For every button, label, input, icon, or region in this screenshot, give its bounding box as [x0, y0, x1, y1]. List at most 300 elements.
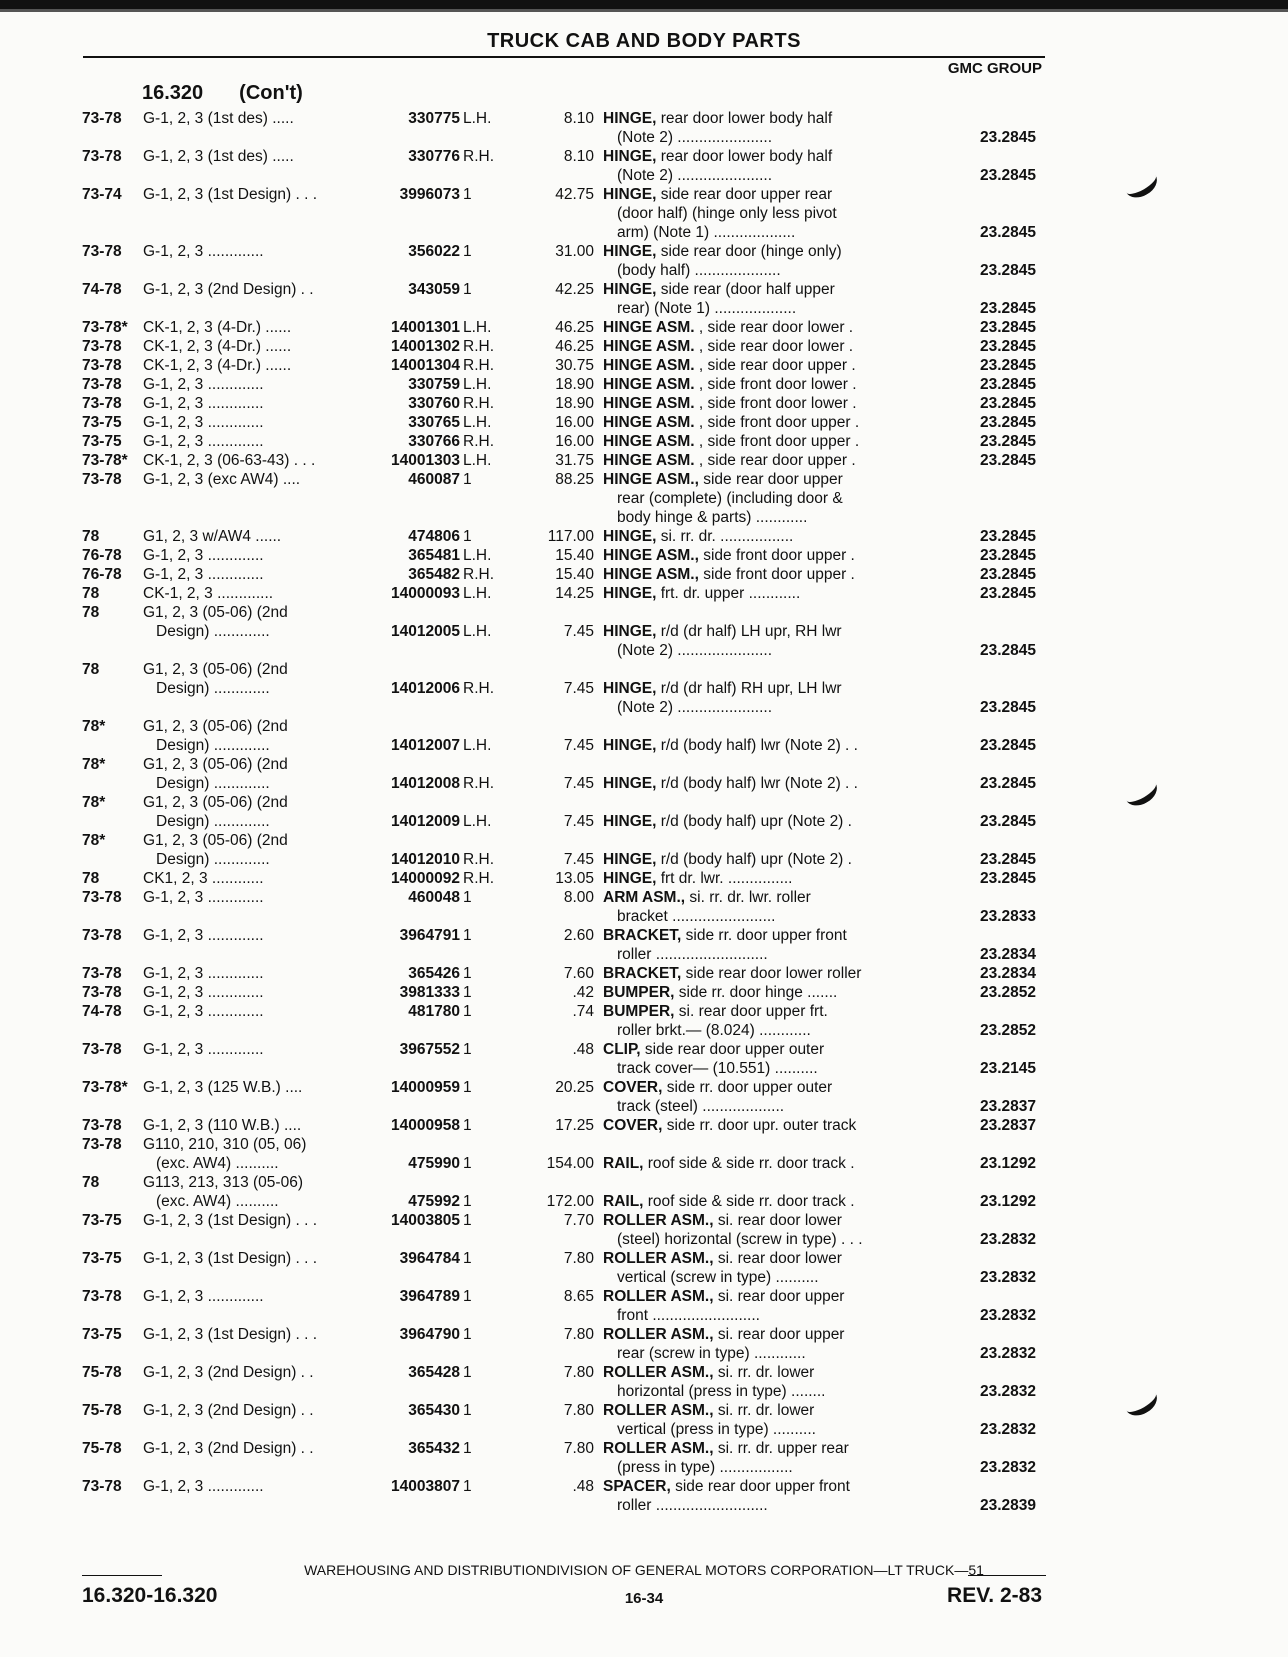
quantity: L.H. [463, 319, 492, 336]
model-application: G-1, 2, 3 ............. [143, 433, 264, 450]
model-year: 73-75 [82, 1326, 122, 1343]
binder-hole-mark [1120, 1383, 1161, 1421]
description-line: HINGE, r/d (dr half) RH upr, LH lwr [603, 680, 842, 697]
part-description [603, 1325, 925, 1363]
list-price: 172.00 [546, 1193, 594, 1210]
model-application-cont: Design) ............. [156, 680, 270, 697]
list-price: 7.80 [563, 1326, 594, 1343]
model-application: G-1, 2, 3 ............. [143, 889, 264, 906]
list-price: 30.75 [555, 357, 594, 374]
model-year: 73-78 [82, 1136, 122, 1153]
description-line: HINGE ASM., side front door upper . [603, 547, 855, 564]
quantity: 1 [463, 1117, 472, 1134]
model-application: G-1, 2, 3 (1st des) ..... [143, 110, 294, 127]
model-application: G-1, 2, 3 (1st Design) . . . [143, 186, 318, 203]
part-description [603, 869, 925, 888]
model-application: CK-1, 2, 3 ............. [143, 585, 274, 602]
quantity: 1 [463, 1364, 472, 1381]
description-line: BUMPER, side rr. door hinge ....... [603, 984, 838, 1001]
quantity: R.H. [463, 433, 494, 450]
group-number: 23.2845 [979, 376, 1036, 393]
list-price: 16.00 [555, 433, 594, 450]
quantity: L.H. [463, 547, 492, 564]
part-description [603, 413, 925, 432]
part-number: 330776 [408, 148, 460, 165]
list-price: 8.10 [563, 110, 594, 127]
description-line: body hinge & parts) ............ [617, 509, 808, 526]
group-number: 23.2852 [979, 984, 1036, 1001]
description-line: (body half) .................... [617, 262, 781, 279]
description-line: RAIL, roof side & side rr. door track . [603, 1155, 855, 1172]
quantity: 1 [463, 243, 472, 260]
model-application: G-1, 2, 3 (2nd Design) . . [143, 1364, 314, 1381]
model-application: G-1, 2, 3 ............. [143, 1041, 264, 1058]
part-description [603, 280, 925, 318]
part-description [603, 451, 925, 470]
group-number: 23.2845 [979, 395, 1036, 412]
part-description [603, 546, 925, 565]
list-price: 7.45 [563, 737, 594, 754]
description-line: BRACKET, side rear door lower roller [603, 965, 862, 982]
model-year: 73-78 [82, 376, 122, 393]
list-price: 15.40 [555, 566, 594, 583]
quantity: 1 [463, 1440, 472, 1457]
group-number: 23.2834 [979, 965, 1036, 982]
part-number: 14012007 [391, 737, 460, 754]
part-description [603, 1002, 925, 1040]
model-application: G-1, 2, 3 ............. [143, 984, 264, 1001]
page-title: TRUCK CAB AND BODY PARTS [487, 30, 801, 52]
model-application: CK-1, 2, 3 (4-Dr.) ...... [143, 319, 292, 336]
group-number: 23.2845 [979, 262, 1036, 279]
group-number: 23.2845 [979, 851, 1036, 868]
part-number: 365481 [408, 547, 460, 564]
part-number: 365430 [408, 1402, 460, 1419]
part-description [603, 356, 925, 375]
quantity: 1 [463, 1326, 472, 1343]
model-application: G-1, 2, 3 ............. [143, 965, 264, 982]
group-number: 23.2845 [979, 300, 1036, 317]
description-line: HINGE ASM. , side rear door lower . [603, 319, 854, 336]
part-number: 365426 [408, 965, 460, 982]
part-number: 3964791 [399, 927, 460, 944]
model-year: 78 [82, 661, 100, 678]
part-number: 330766 [408, 433, 460, 450]
group-number: 23.2839 [979, 1497, 1036, 1514]
quantity: R.H. [463, 357, 494, 374]
group-number: 23.2845 [979, 129, 1036, 146]
model-year: 73-78 [82, 357, 122, 374]
model-year: 73-78* [82, 452, 128, 469]
part-number: 356022 [408, 243, 460, 260]
part-description [603, 1249, 925, 1287]
part-description [603, 774, 925, 793]
part-number: 14012008 [391, 775, 460, 792]
part-number: 14001301 [391, 319, 460, 336]
quantity: R.H. [463, 148, 494, 165]
part-number: 3981333 [399, 984, 460, 1001]
list-price: 16.00 [555, 414, 594, 431]
group-number: 23.2837 [979, 1098, 1036, 1115]
description-line: HINGE, r/d (body half) upr (Note 2) . [603, 851, 852, 868]
list-price: 7.70 [563, 1212, 594, 1229]
model-application: G-1, 2, 3 (exc AW4) .... [143, 471, 301, 488]
list-price: 31.75 [555, 452, 594, 469]
description-line: HINGE, r/d (body half) upr (Note 2) . [603, 813, 852, 830]
part-description [603, 1363, 925, 1401]
description-line: HINGE ASM. , side rear door upper . [603, 357, 856, 374]
model-year: 73-78* [82, 1079, 128, 1096]
description-line: HINGE ASM., side front door upper . [603, 566, 855, 583]
model-application: G1, 2, 3 w/AW4 ...... [143, 528, 282, 545]
description-line: rear) (Note 1) ................... [617, 300, 797, 317]
model-year: 73-75 [82, 1212, 122, 1229]
list-price: 7.45 [563, 680, 594, 697]
part-description [603, 622, 925, 660]
description-line: HINGE ASM. , side front door upper . [603, 414, 860, 431]
group-number: 23.2845 [979, 452, 1036, 469]
description-line: (door half) (hinge only less pivot [617, 205, 837, 222]
model-year: 73-75 [82, 414, 122, 431]
group-number: 23.2832 [979, 1231, 1036, 1248]
part-description [603, 1154, 925, 1173]
part-description [603, 432, 925, 451]
part-description [603, 318, 925, 337]
section-number: 16.320 [142, 82, 204, 104]
description-line: arm) (Note 1) ................... [617, 224, 796, 241]
part-description [603, 964, 925, 983]
description-line: ROLLER ASM., si. rear door upper [603, 1326, 845, 1343]
description-line: HINGE, r/d (body half) lwr (Note 2) . . [603, 775, 858, 792]
quantity: L.H. [463, 452, 492, 469]
list-price: 20.25 [555, 1079, 594, 1096]
list-price: 17.25 [555, 1117, 594, 1134]
quantity: R.H. [463, 395, 494, 412]
list-price: 7.80 [563, 1250, 594, 1267]
description-line: CLIP, side rear door upper outer [603, 1041, 825, 1058]
description-line: HINGE ASM. , side rear door upper . [603, 452, 856, 469]
quantity: R.H. [463, 870, 494, 887]
part-description [603, 375, 925, 394]
part-description [603, 850, 925, 869]
quantity: L.H. [463, 737, 492, 754]
list-price: 7.45 [563, 623, 594, 640]
part-number: 14000958 [391, 1117, 460, 1134]
group-number: 23.2845 [979, 414, 1036, 431]
list-price: 7.45 [563, 851, 594, 868]
description-line: rear (screw in type) ............ [617, 1345, 806, 1362]
model-year: 73-78 [82, 1478, 122, 1495]
group-label: GMC GROUP [947, 60, 1042, 77]
model-application-cont: Design) ............. [156, 775, 270, 792]
part-description [603, 1439, 925, 1477]
section-continued: (Con't) [239, 82, 303, 104]
part-description [603, 1287, 925, 1325]
list-price: .42 [572, 984, 594, 1001]
description-line: roller .......................... [617, 946, 768, 963]
list-price: 7.80 [563, 1440, 594, 1457]
group-number: 23.2845 [979, 566, 1036, 583]
group-number: 23.1292 [979, 1155, 1036, 1172]
model-year: 78* [82, 756, 106, 773]
description-line: HINGE, rear door lower body half [603, 110, 833, 127]
part-description [603, 337, 925, 356]
part-number: 475992 [408, 1193, 460, 1210]
part-number: 14000959 [391, 1079, 460, 1096]
model-year: 78 [82, 1174, 100, 1191]
group-number: 23.2845 [979, 642, 1036, 659]
description-line: ROLLER ASM., si. rr. dr. upper rear [603, 1440, 849, 1457]
list-price: 46.25 [555, 338, 594, 355]
model-application: G1, 2, 3 (05-06) (2nd [143, 794, 288, 811]
model-year: 76-78 [82, 547, 122, 564]
part-number: 14012010 [391, 851, 460, 868]
model-year: 73-78 [82, 338, 122, 355]
group-number: 23.2834 [979, 946, 1036, 963]
model-application: CK-1, 2, 3 (4-Dr.) ...... [143, 338, 292, 355]
description-line: HINGE, side rear (door half upper [603, 281, 835, 298]
model-application: G1, 2, 3 (05-06) (2nd [143, 661, 288, 678]
part-number: 3964789 [399, 1288, 460, 1305]
model-year: 73-78 [82, 965, 122, 982]
model-year: 73-78 [82, 110, 122, 127]
part-number: 365482 [408, 566, 460, 583]
model-application: G-1, 2, 3 ............. [143, 414, 264, 431]
quantity: L.H. [463, 376, 492, 393]
model-year: 73-78 [82, 395, 122, 412]
part-number: 14012005 [391, 623, 460, 640]
description-line: ROLLER ASM., si. rear door lower [603, 1212, 842, 1229]
model-application-cont: (exc. AW4) .......... [156, 1155, 279, 1172]
model-application: G-1, 2, 3 ............. [143, 1288, 264, 1305]
model-application: G1, 2, 3 (05-06) (2nd [143, 756, 288, 773]
model-year: 73-78 [82, 1041, 122, 1058]
model-application-cont: Design) ............. [156, 851, 270, 868]
group-number: 23.2845 [979, 547, 1036, 564]
list-price: .48 [572, 1041, 594, 1058]
model-year: 73-78 [82, 471, 122, 488]
description-line: SPACER, side rear door upper front [603, 1478, 850, 1495]
description-line: HINGE, r/d (body half) lwr (Note 2) . . [603, 737, 858, 754]
model-year: 78* [82, 794, 106, 811]
description-line: HINGE ASM. , side front door lower . [603, 376, 857, 393]
part-number: 365428 [408, 1364, 460, 1381]
description-line: BUMPER, si. rear door upper frt. [603, 1003, 828, 1020]
model-application: G-1, 2, 3 ............. [143, 376, 264, 393]
model-application: G-1, 2, 3 (125 W.B.) .... [143, 1079, 303, 1096]
quantity: 1 [463, 186, 472, 203]
description-line: (Note 2) ...................... [617, 167, 773, 184]
description-line: ROLLER ASM., si. rr. dr. lower [603, 1402, 815, 1419]
part-number: 14001303 [391, 452, 460, 469]
part-number: 460087 [408, 471, 460, 488]
group-number: 23.2837 [979, 1117, 1036, 1134]
quantity: 1 [463, 1003, 472, 1020]
model-year: 78 [82, 604, 100, 621]
quantity: L.H. [463, 110, 492, 127]
model-year: 73-78 [82, 889, 122, 906]
list-price: 14.25 [555, 585, 594, 602]
list-price: 31.00 [555, 243, 594, 260]
group-number: 23.2845 [979, 699, 1036, 716]
quantity: 1 [463, 1402, 472, 1419]
list-price: 8.00 [563, 889, 594, 906]
part-number: 330760 [408, 395, 460, 412]
model-year: 73-75 [82, 433, 122, 450]
top-border [0, 0, 1288, 9]
quantity: 1 [463, 281, 472, 298]
part-number: 14001304 [391, 357, 460, 374]
quantity: L.H. [463, 414, 492, 431]
quantity: 1 [463, 1155, 472, 1172]
model-year: 75-78 [82, 1402, 122, 1419]
model-application: CK-1, 2, 3 (4-Dr.) ...... [143, 357, 292, 374]
list-price: 154.00 [546, 1155, 594, 1172]
revision-label: REV. 2-83 [947, 1584, 1042, 1607]
list-price: .74 [572, 1003, 594, 1020]
part-description [603, 1078, 925, 1116]
part-number: 475990 [408, 1155, 460, 1172]
part-description [603, 527, 925, 546]
group-number: 23.2845 [979, 813, 1036, 830]
group-number: 23.2845 [979, 319, 1036, 336]
section-heading [142, 82, 303, 105]
list-price: 46.25 [555, 319, 594, 336]
description-line: RAIL, roof side & side rr. door track . [603, 1193, 855, 1210]
model-year: 75-78 [82, 1440, 122, 1457]
description-line: vertical (press in type) .......... [617, 1421, 816, 1438]
part-description [603, 1116, 925, 1135]
group-number: 23.1292 [979, 1193, 1036, 1210]
model-application: CK1, 2, 3 ............ [143, 870, 264, 887]
model-year: 73-78 [82, 243, 122, 260]
group-number: 23.2845 [979, 167, 1036, 184]
model-application: G-1, 2, 3 (1st Design) . . . [143, 1250, 318, 1267]
group-number: 23.2845 [979, 433, 1036, 450]
description-line: HINGE, frt. dr. upper ............ [603, 585, 801, 602]
part-number: 3964784 [399, 1250, 460, 1267]
part-description [603, 983, 925, 1002]
group-number: 23.2845 [979, 528, 1036, 545]
model-year: 78 [82, 870, 100, 887]
part-description [603, 1401, 925, 1439]
group-number: 23.2833 [979, 908, 1036, 925]
list-price: 7.60 [563, 965, 594, 982]
model-year: 73-78 [82, 1117, 122, 1134]
group-number: 23.2845 [979, 338, 1036, 355]
group-number: 23.2845 [979, 870, 1036, 887]
group-number: 23.2832 [979, 1307, 1036, 1324]
model-year: 73-78 [82, 148, 122, 165]
quantity: 1 [463, 1250, 472, 1267]
description-line: COVER, side rr. door upr. outer track [603, 1117, 857, 1134]
part-description [603, 470, 925, 527]
part-number: 330759 [408, 376, 460, 393]
quantity: 1 [463, 1041, 472, 1058]
part-number: 330775 [408, 110, 460, 127]
model-application: G-1, 2, 3 (110 W.B.) .... [143, 1117, 302, 1134]
model-application: G-1, 2, 3 ............. [143, 566, 264, 583]
part-number: 3967552 [399, 1041, 460, 1058]
quantity: 1 [463, 927, 472, 944]
model-year: 73-78 [82, 1288, 122, 1305]
quantity: 1 [463, 965, 472, 982]
model-application-cont: Design) ............. [156, 623, 270, 640]
footer-text: WAREHOUSING AND DISTRIBUTIONDIVISION OF GENERAL MOTORS CORPORATION—LT TRUCK—51 [304, 1562, 984, 1578]
description-line: track cover— (10.551) .......... [617, 1060, 818, 1077]
quantity: 1 [463, 1212, 472, 1229]
quantity: 1 [463, 1193, 472, 1210]
group-number: 23.2845 [979, 585, 1036, 602]
part-description [603, 1192, 925, 1211]
description-line: ROLLER ASM., si. rear door lower [603, 1250, 842, 1267]
description-line: HINGE ASM. , side rear door lower . [603, 338, 854, 355]
model-year: 78 [82, 528, 100, 545]
model-year: 73-75 [82, 1250, 122, 1267]
part-number: 14003805 [391, 1212, 460, 1229]
quantity: 1 [463, 1288, 472, 1305]
quantity: 1 [463, 471, 472, 488]
model-application: G-1, 2, 3 ............. [143, 1003, 264, 1020]
model-application: G-1, 2, 3 ............. [143, 395, 264, 412]
description-line: horizontal (press in type) ........ [617, 1383, 826, 1400]
description-line: HINGE ASM. , side front door upper . [603, 433, 860, 450]
description-line: (Note 2) ...................... [617, 642, 773, 659]
group-number: 23.2832 [979, 1383, 1036, 1400]
description-line: HINGE, r/d (dr half) LH upr, RH lwr [603, 623, 842, 640]
list-price: 18.90 [555, 376, 594, 393]
list-price: 2.60 [563, 927, 594, 944]
part-number: 481780 [408, 1003, 460, 1020]
description-line: ARM ASM., si. rr. dr. lwr. roller [603, 889, 811, 906]
group-number: 23.2145 [979, 1060, 1036, 1077]
description-line: vertical (screw in type) .......... [617, 1269, 819, 1286]
list-price: 15.40 [555, 547, 594, 564]
model-year: 73-78 [82, 927, 122, 944]
model-application: G1, 2, 3 (05-06) (2nd [143, 832, 288, 849]
model-year: 74-78 [82, 281, 122, 298]
quantity: R.H. [463, 566, 494, 583]
description-line: HINGE, side rear door (hinge only) [603, 243, 842, 260]
part-description [603, 242, 925, 280]
part-number: 3964790 [399, 1326, 460, 1343]
model-application: G1, 2, 3 (05-06) (2nd [143, 718, 288, 735]
quantity: 1 [463, 984, 472, 1001]
description-line: HINGE, frt dr. lwr. ............... [603, 870, 793, 887]
quantity: L.H. [463, 813, 492, 830]
part-description [603, 926, 925, 964]
part-description [603, 736, 925, 755]
list-price: 42.75 [555, 186, 594, 203]
description-line: HINGE, si. rr. dr. ................. [603, 528, 794, 545]
model-application-cont: (exc. AW4) .......... [156, 1193, 279, 1210]
model-application: G-1, 2, 3 (2nd Design) . . [143, 1440, 314, 1457]
part-number: 365432 [408, 1440, 460, 1457]
group-number: 23.2832 [979, 1269, 1036, 1286]
description-line: HINGE ASM. , side front door lower . [603, 395, 857, 412]
description-line: (Note 2) ...................... [617, 129, 773, 146]
part-number: 14003807 [391, 1478, 460, 1495]
description-line: front ......................... [617, 1307, 760, 1324]
footer-section-range: 16.320-16.320 [82, 1584, 218, 1607]
part-description [603, 394, 925, 413]
list-price: 7.80 [563, 1402, 594, 1419]
model-application: G-1, 2, 3 (2nd Design) . . [143, 1402, 314, 1419]
group-number: 23.2832 [979, 1459, 1036, 1476]
part-description [603, 147, 925, 185]
model-year: 73-78* [82, 319, 128, 336]
part-description [603, 679, 925, 717]
